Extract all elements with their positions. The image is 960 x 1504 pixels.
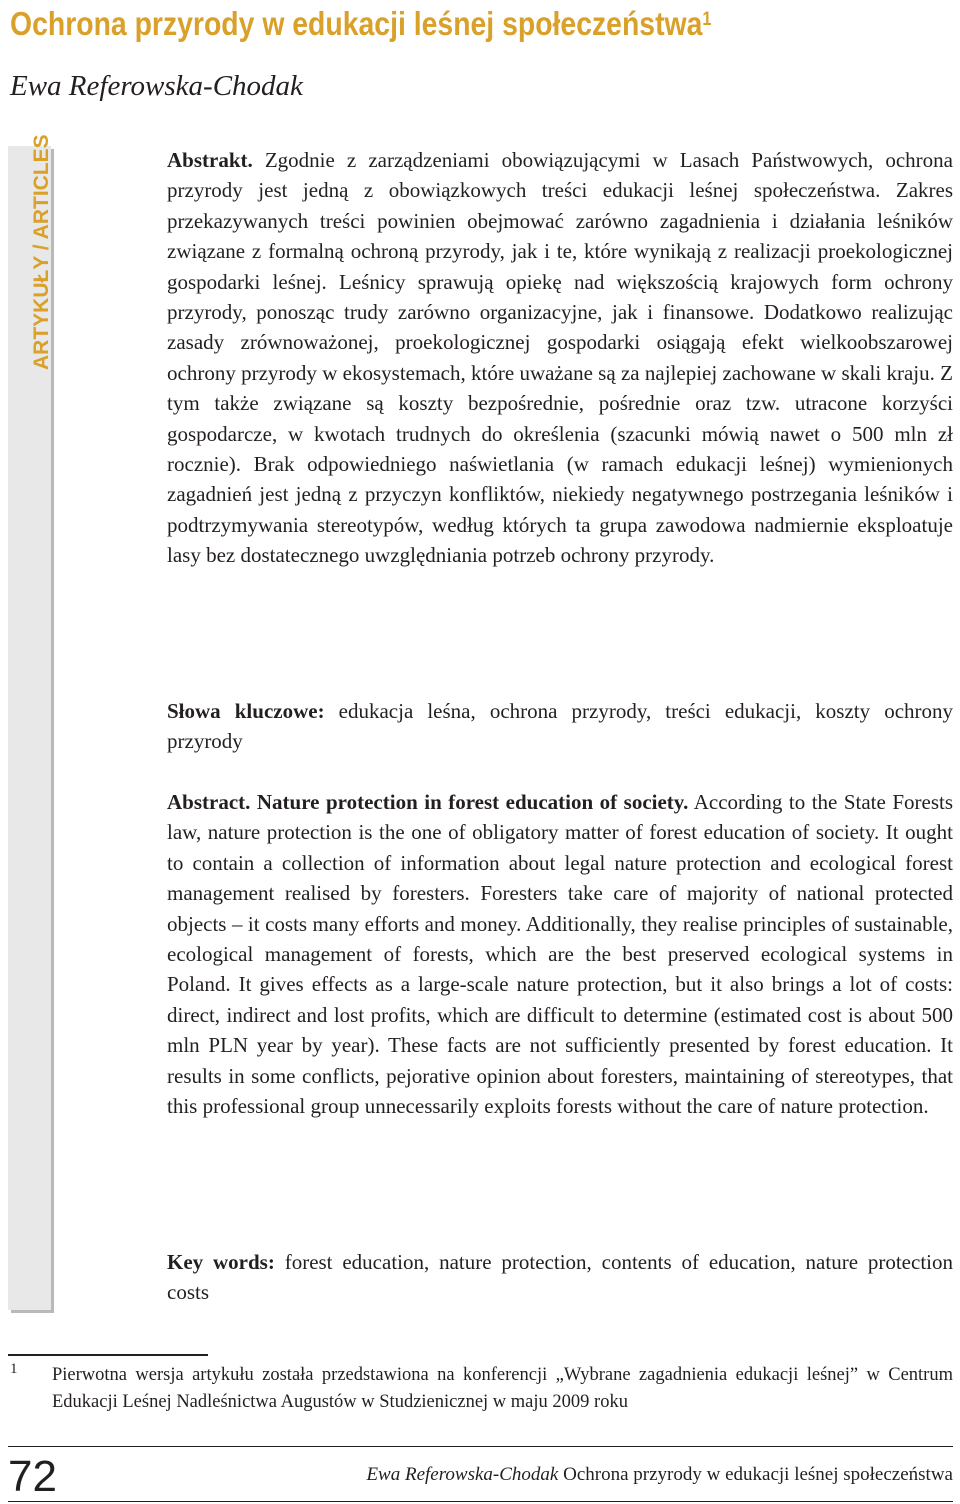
article-title-text: Ochrona przyrody w edukacji leśnej społeczeństwa: [10, 5, 703, 42]
footnote-divider: [8, 1354, 208, 1356]
footer-divider-top: [8, 1446, 953, 1447]
abstract-english-label: Abstract. Nature protection in forest education of society.: [167, 790, 689, 814]
page-number: 72: [8, 1452, 57, 1501]
keywords-polish-label: Słowa kluczowe:: [167, 699, 325, 723]
footnote-mark: 1: [10, 1361, 18, 1377]
abstract-english: [167, 787, 953, 1121]
keywords-english-text: forest education, nature protection, contents of education, nature protection costs: [167, 1250, 953, 1305]
keywords-polish: [167, 696, 953, 757]
abstract-polish: [167, 145, 953, 571]
section-label: ARTYKUŁY / ARTICLES: [30, 134, 53, 370]
abstract-english-text: According to the State Forests law, nature protection is the one of obligatory matter of forest education of society. It ought to contain a collection of information about legal nature protection and ecological forest management realised by foresters. Foresters take care of majority of national protected objects – it costs many efforts and money. Additionally, they realise principles of sustainable, ecological management of forests, which are the best preserved ecological systems in Poland. It gives effects as a large-scale nature protection, but it also brings a lot of costs: direct, indirect and lost profits, which are difficult to determine (estimated cost is about 500 mln PLN year by year). These facts are not sufficiently presented by forest education. It results in some conflicts, pejorative opinion about foresters, maintaining of stereotypes, that this professional group unnecessarily exploits forests without the care of nature protection.: [167, 790, 953, 1119]
keywords-english: [167, 1247, 953, 1308]
title-footnote-mark[interactable]: 1: [702, 9, 712, 30]
running-footer-author: Ewa Referowska-Chodak: [366, 1464, 559, 1485]
article-title: [10, 2, 711, 46]
running-footer: [366, 1462, 953, 1488]
abstract-polish-label: Abstrakt.: [167, 148, 253, 172]
keywords-polish-text: edukacja leśna, ochrona przyrody, treści edukacji, koszty ochrony przyrody: [167, 699, 954, 754]
abstract-polish-text: Zgodnie z zarządzeniami obowiązującymi w Lasach Państwowych, ochrona przyrody jest jedną z obowiązkowych treści edukacji leśnej społeczeństwa. Zakres przekazywanych treści powinien obejmować zarówno zagadnienia i działania leśników związane z formalną ochroną przyrody, jak i te, które wynikają z realizacji proekologicznej gospodarki leśnej. Leśnicy sprawują opiekę nad większością krajowych form ochrony przyrody, ponosząc trudy zarówno organizacyjne, jak i finansowe. Dodatkowo realizując zasady zrównoważonej, proekologicznej gospodarki osiągają efekt wielkoobszarowej ochrony przyrody w ekosystemach, które uważane są za najlepiej zachowane w skali kraju. Z tym także związane są koszty bezpośrednie, pośrednie oraz tzw. utracone korzyści gospodarcze, w kwotach trudnych do określenia (szacunki mówią nawet o 500 mln zł rocznie). Brak odpowiedniego naświetlania (w ramach edukacji leśnej) wymienionych zagadnień jest jedną z przyczyn konfliktów, niekiedy negatywnego postrzegania leśników i podtrzymywania stereotypów, według których ta grupa zawodowa nadmiernie eksploatuje lasy bez dostatecznego uwzględniania potrzeb ochrony przyrody.: [167, 148, 953, 568]
article-author: Ewa Referowska-Chodak: [10, 70, 303, 102]
keywords-english-label: Key words:: [167, 1250, 275, 1274]
footnote-text: Pierwotna wersja artykułu została przedstawiona na konferencji „Wybrane zagadnienia edukacji leśnej” w Centrum Edukacji Leśnej Nadleśnictwa Augustów w Studzienicznej w maju 2009 roku: [52, 1365, 953, 1412]
footer-divider-bottom: [8, 1501, 953, 1502]
running-footer-title: Ochrona przyrody w edukacji leśnej społeczeństwa: [563, 1464, 953, 1485]
